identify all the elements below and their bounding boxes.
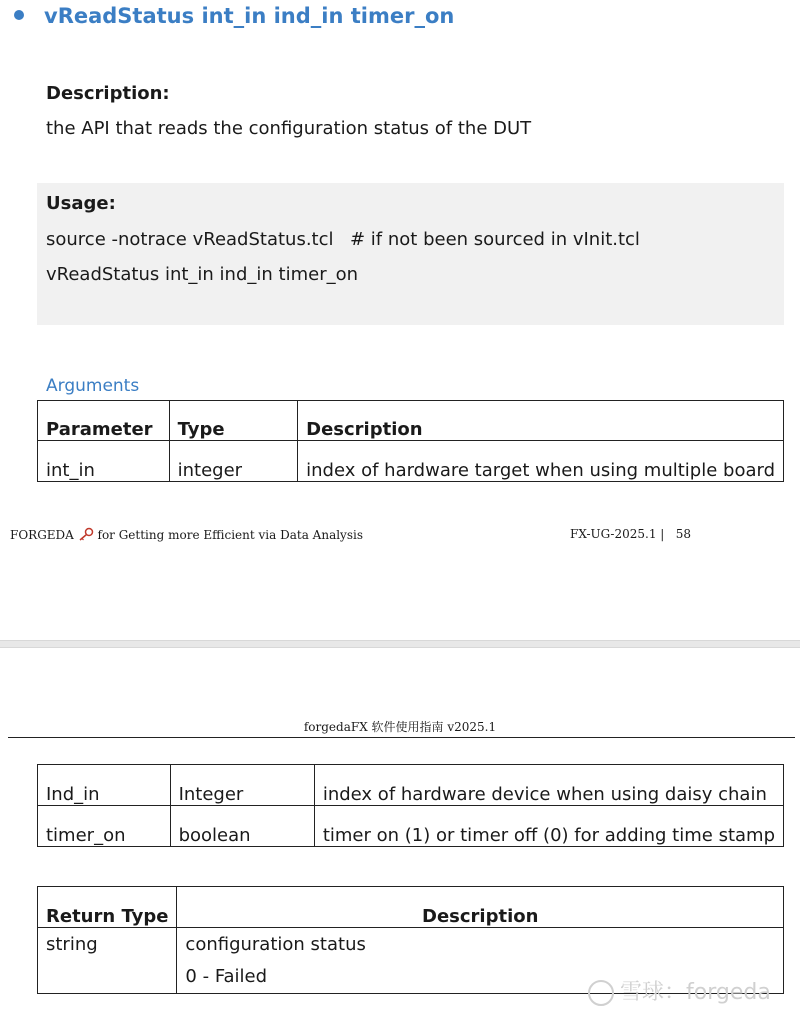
param-cell: Ind_in <box>38 765 171 806</box>
description-cell: index of hardware target when using multiple board <box>298 441 784 482</box>
description-text: the API that reads the configuration status of the DUT <box>46 118 532 139</box>
return-desc-line: 0 - Failed <box>185 966 268 987</box>
usage-box <box>37 183 784 325</box>
header-rule <box>8 737 795 738</box>
arguments-table-continued <box>37 764 784 847</box>
usage-comment: # if not been sourced in vInit.tcl <box>350 229 640 250</box>
type-cell: integer <box>169 441 297 482</box>
header-return-type: Return Type <box>38 887 177 928</box>
snowball-logo-icon <box>588 980 614 1006</box>
description-cell: index of hardware device when using daisy chain <box>314 765 783 806</box>
table-row <box>38 765 784 806</box>
watermark: 雪球：forgeda <box>588 975 771 1006</box>
key-icon <box>78 527 94 541</box>
header-description: Description <box>298 401 784 441</box>
page-break <box>0 640 800 648</box>
table-row <box>38 806 784 847</box>
footer-brand: FORGEDA for Getting more Efficient via Data Analysis <box>10 528 363 542</box>
table-header-row <box>38 401 784 441</box>
table-header-row <box>38 887 784 928</box>
param-cell: int_in <box>38 441 170 482</box>
param-cell: timer_on <box>38 806 171 847</box>
type-cell: boolean <box>170 806 314 847</box>
type-cell: Integer <box>170 765 314 806</box>
description-cell: timer on (1) or timer off (0) for adding time stamp <box>314 806 783 847</box>
return-desc-line: configuration status <box>185 934 366 955</box>
usage-label: Usage: <box>46 193 116 214</box>
return-type-cell: string <box>38 928 177 994</box>
footer-page-info: FX-UG-2025.1 | 58 <box>570 527 692 541</box>
description-label: Description: <box>46 83 170 104</box>
arguments-table <box>37 400 784 482</box>
page2-header: forgedaFX 软件使用指南 v2025.1 <box>303 720 497 734</box>
api-heading: vReadStatus int_in ind_in timer_on <box>14 4 454 28</box>
header-type: Type <box>169 401 297 441</box>
header-parameter: Parameter <box>38 401 170 441</box>
usage-call-line: vReadStatus int_in ind_in timer_on <box>46 264 359 285</box>
header-description: Description <box>177 887 784 928</box>
bullet-icon <box>14 10 24 20</box>
arguments-title: Arguments <box>46 376 140 396</box>
table-row <box>38 441 784 482</box>
usage-source-command: source -notrace vReadStatus.tcl <box>46 229 334 250</box>
